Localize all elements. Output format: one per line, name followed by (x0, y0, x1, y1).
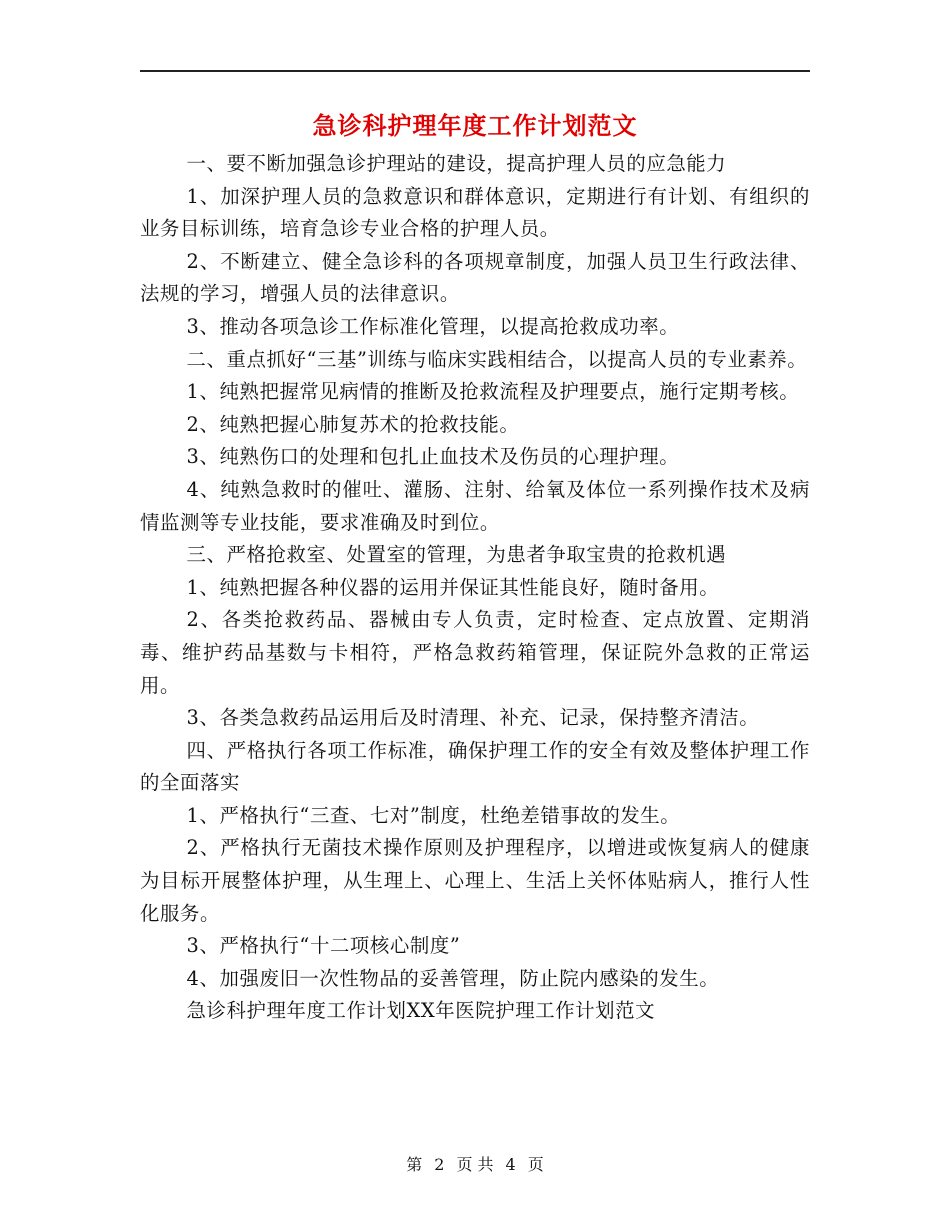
paragraph: 2、纯熟把握心肺复苏术的抢救技能。 (186, 412, 520, 436)
paragraph: 2、各类抢救药品、器械由专人负责，定时检查、定点放置、定期消毒、维护药品基数与卡相符，严格急救药箱管理，保证院外急救的正常运用。 (140, 608, 810, 697)
paragraph: 1、纯熟把握常见病情的推断及抢救流程及护理要点，施行定期考核。 (186, 380, 800, 404)
paragraph: 1、加深护理人员的急救意识和群体意识，定期进行有计划、有组织的业务目标训练，培育急诊专业合格的护理人员。 (140, 184, 810, 241)
current-page-number: 2 (434, 1155, 445, 1174)
section-heading-2: 二、重点抓好“三基”训练与临床实践相结合，以提高人员的专业素养。 (186, 347, 808, 371)
paragraph: 1、严格执行“三查、七对”制度，杜绝差错事故的发生。 (186, 803, 681, 827)
paragraph: 1、纯熟把握各种仪器的运用并保证其性能良好，随时备用。 (186, 575, 720, 599)
page-footer (0, 1153, 950, 1177)
footer-mid: 页 共 (456, 1155, 494, 1174)
paragraph: 4、纯熟急救时的催吐、灌肠、注射、给氧及体位一系列操作技术及病情监测等专业技能，要求准确及时到位。 (140, 477, 810, 534)
header-rule (140, 70, 810, 72)
document-title: 急诊科护理年度工作计划范文 (312, 111, 638, 140)
closing-line: 急诊科护理年度工作计划XX年医院护理工作计划范文 (186, 999, 656, 1023)
footer-prefix: 第 (406, 1155, 423, 1174)
paragraph: 3、推动各项急诊工作标准化管理，以提高抢救成功率。 (186, 314, 680, 338)
section-heading-1: 一、要不断加强急诊护理站的建设，提高护理人员的应急能力 (186, 152, 727, 175)
footer-suffix: 页 (527, 1155, 544, 1174)
paragraph: 3、严格执行“十二项核心制度” (186, 934, 461, 958)
paragraph: 2、严格执行无菌技术操作原则及护理程序，以增进或恢复病人的健康为目标开展整体护理，从生理上、心理上、生活上关怀体贴病人，推行人性化服务。 (140, 836, 810, 925)
paragraph: 3、纯熟伤口的处理和包扎止血技术及伤员的心理护理。 (186, 445, 680, 469)
section-heading-4: 四、严格执行各项工作标准，确保护理工作的安全有效及整体护理工作的全面落实 (140, 738, 810, 795)
total-pages-number: 4 (505, 1155, 516, 1174)
section-heading-3: 三、严格抢救室、处置室的管理，为患者争取宝贵的抢救机遇 (186, 543, 727, 567)
paragraph: 3、各类急救药品运用后及时清理、补充、记录，保持整齐清洁。 (186, 706, 760, 730)
paragraph: 2、不断建立、健全急诊科的各项规章制度，加强人员卫生行政法律、法规的学习，增强人员的法律意识。 (140, 249, 810, 306)
document-body (140, 148, 810, 1028)
paragraph: 4、加强废旧一次性物品的妥善管理，防止院内感染的发生。 (186, 966, 720, 990)
